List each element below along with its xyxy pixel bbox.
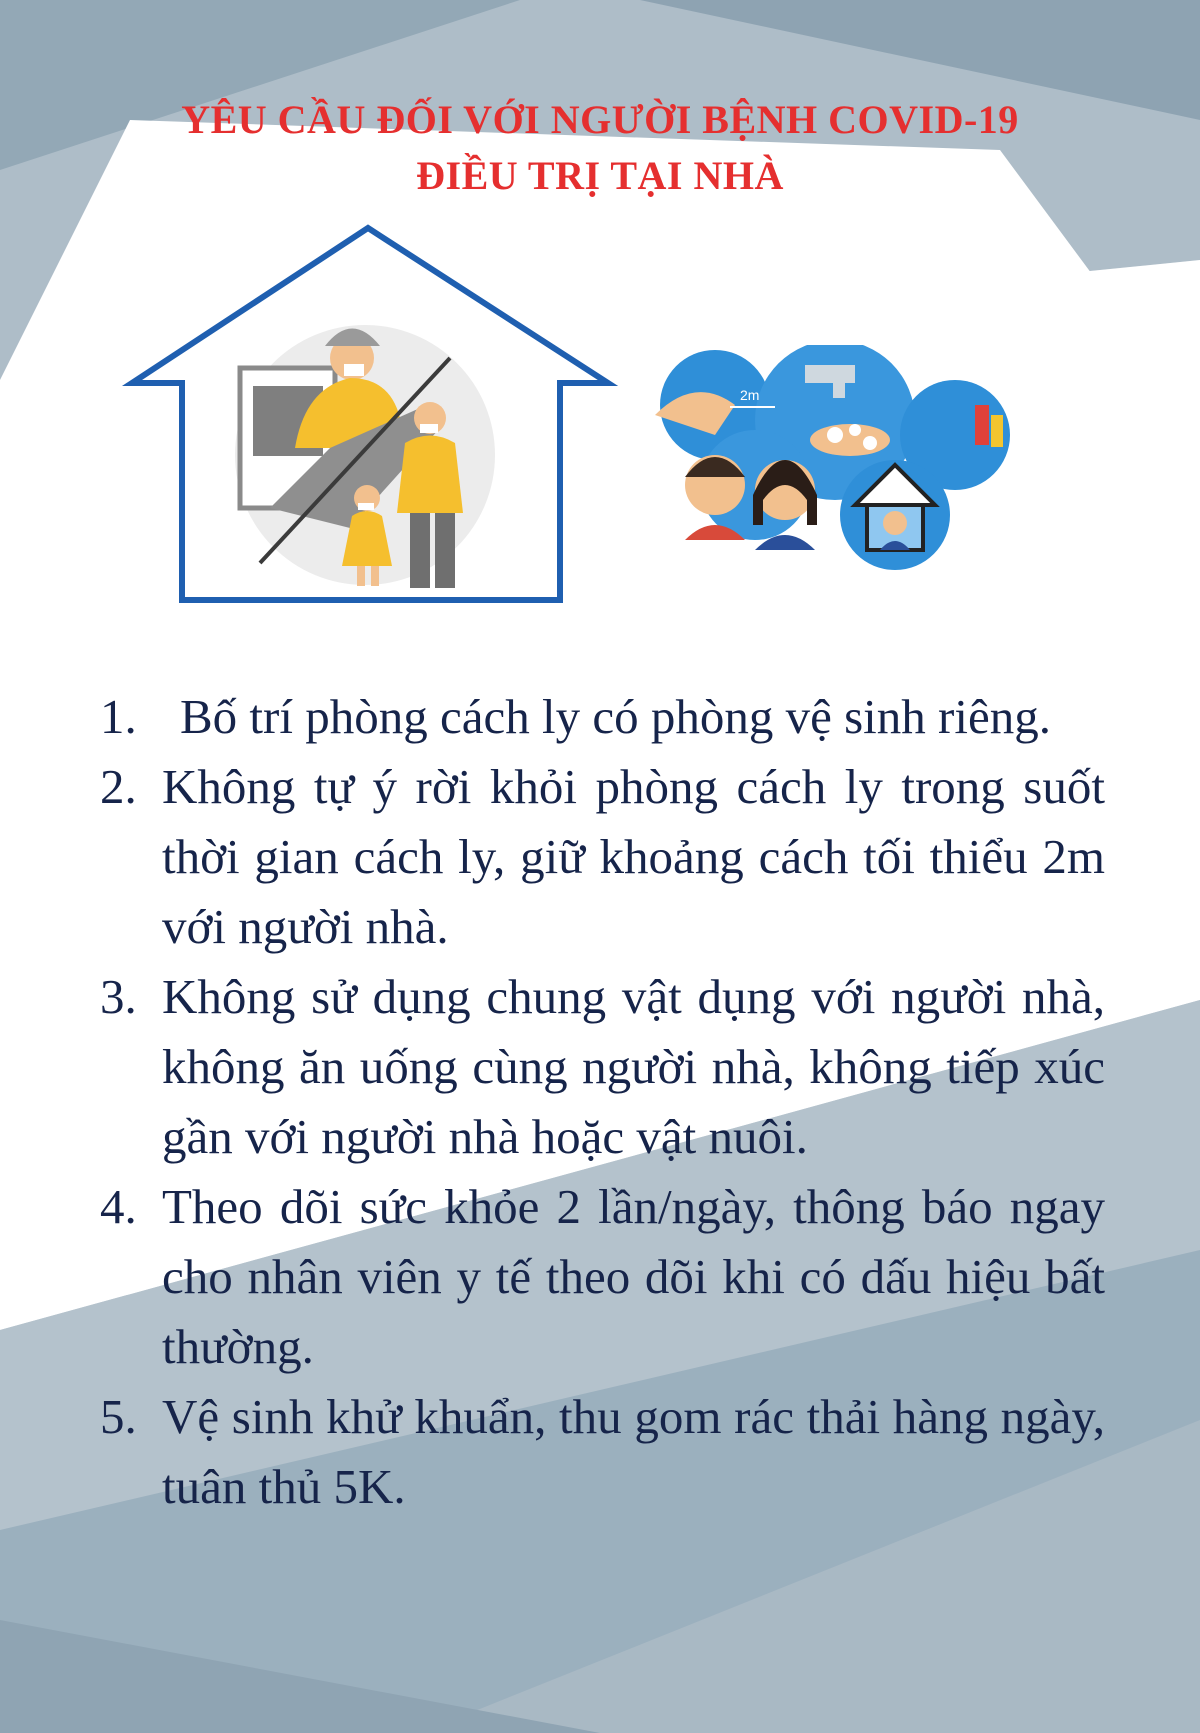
poster-title xyxy=(0,92,1200,204)
rule-item xyxy=(100,1172,1105,1382)
rule-item xyxy=(100,682,1105,752)
rule-item xyxy=(100,752,1105,962)
rule-number: 1. xyxy=(100,689,137,744)
title-line-2: ĐIỀU TRỊ TẠI NHÀ xyxy=(416,153,784,198)
covid-prevention-measures-icon xyxy=(645,345,1020,575)
rule-text: Bố trí phòng cách ly có phòng vệ sinh riêng. xyxy=(180,689,1051,744)
rule-text: Không sử dụng chung vật dụng với người nhà, không ăn uống cùng người nhà, không tiếp xúc gần với người nhà hoặc vật nuôi. xyxy=(162,969,1105,1164)
distance-label: 2m xyxy=(740,387,760,403)
rule-item xyxy=(100,962,1105,1172)
rule-text: Vệ sinh khử khuẩn, thu gom rác thải hàng ngày, tuân thủ 5K. xyxy=(162,1389,1105,1514)
rule-item xyxy=(100,1382,1105,1522)
rule-number: 4. xyxy=(100,1179,137,1234)
rule-text: Theo dõi sức khỏe 2 lần/ngày, thông báo ngay cho nhân viên y tế theo dõi khi có dấu hiệu bất thường. xyxy=(162,1179,1105,1374)
rules-list xyxy=(100,682,1105,1522)
rule-number: 3. xyxy=(100,969,137,1024)
home-isolation-house-icon xyxy=(120,218,620,618)
title-line-1: YÊU CẦU ĐỐI VỚI NGƯỜI BỆNH COVID-19 xyxy=(181,97,1019,142)
rule-text: Không tự ý rời khỏi phòng cách ly trong suốt thời gian cách ly, giữ khoảng cách tối thiểu 2m với người nhà. xyxy=(162,759,1105,954)
rule-number: 5. xyxy=(100,1389,137,1444)
rule-number: 2. xyxy=(100,759,137,814)
